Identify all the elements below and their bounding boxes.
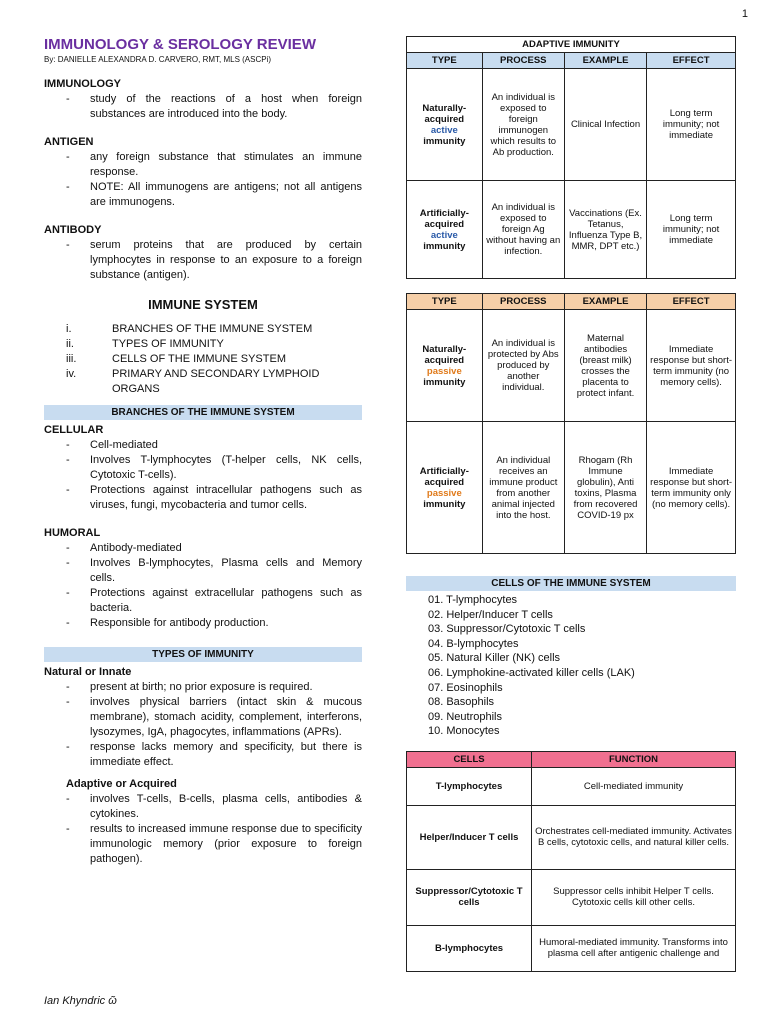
outline-numeral: iii. xyxy=(66,353,77,365)
example-cell: Clinical Infection xyxy=(564,69,646,181)
column-header: FUNCTION xyxy=(532,751,736,767)
table-row xyxy=(407,767,736,805)
natural-list xyxy=(44,680,362,770)
cellular-list xyxy=(44,438,362,513)
column-header: EFFECT xyxy=(647,294,736,310)
list-item: 01. T-lymphocytes xyxy=(428,594,518,606)
list-item: 06. Lymphokine-activated killer cells (LAK) xyxy=(428,666,635,679)
list-item: - study of the reactions of a host when foreign substances are introduced into the body. xyxy=(44,92,362,122)
types-band: TYPES OF IMMUNITY xyxy=(44,647,362,662)
effect-cell: Immediate response but short-term immunity only (no memory cells). xyxy=(647,422,736,554)
type-cell: Naturally-acquired passive immunity xyxy=(407,310,483,422)
table-row xyxy=(407,805,736,869)
example-cell: Maternal antibodies (breast milk) crosses the placenta to protect infant. xyxy=(564,310,646,422)
outline-numeral: ii. xyxy=(66,338,74,350)
list-item: 09. Neutrophils xyxy=(428,710,502,723)
list-item: - involves T-cells, B-cells, plasma cells, antibodies & cytokines. xyxy=(44,792,362,822)
immunology-heading: IMMUNOLOGY xyxy=(44,78,121,90)
column-header: EFFECT xyxy=(647,53,736,69)
antibody-heading: ANTIBODY xyxy=(44,224,102,236)
column-header: EXAMPLE xyxy=(564,53,646,69)
process-cell: An individual is exposed to foreign Ag without having an infection. xyxy=(482,181,564,279)
list-item: - involves physical barriers (intact skin & mucous membrane), stomach acidity, complement, interferons, lysozymes, IgA, phagocytes, inflammations (APRs). xyxy=(44,695,362,740)
example-cell: Rhogam (Rh Immune globulin), Anti toxins, Plasma from recovered COVID-19 px xyxy=(564,422,646,554)
page-title: IMMUNOLOGY & SEROLOGY REVIEW xyxy=(44,36,316,53)
outline-item xyxy=(44,322,362,337)
example-cell: Vaccinations (Ex. Tetanus, Influenza Type B, MMR, DPT etc.) xyxy=(564,181,646,279)
list-item: 07. Eosinophils xyxy=(428,681,503,694)
cellular-heading: CELLULAR xyxy=(44,424,104,436)
adaptive-heading: Adaptive or Acquired xyxy=(66,778,177,790)
cell-name: Helper/Inducer T cells xyxy=(407,805,532,869)
table-row xyxy=(407,422,736,554)
footer-signature: Ian Khyndric ῶ xyxy=(44,995,117,1007)
left-column xyxy=(44,36,362,881)
cell-name: Suppressor/Cytotoxic T cells xyxy=(407,869,532,925)
list-item: - response lacks memory and specificity, but there is immediate effect. xyxy=(44,740,362,770)
type-cell: Artificially-acquired active immunity xyxy=(407,181,483,279)
outline-numeral: iv. xyxy=(66,368,77,380)
table-caption: ADAPTIVE IMMUNITY xyxy=(407,37,736,53)
list-item: - any foreign substance that stimulates an immune response. xyxy=(44,150,362,180)
immune-system-outline xyxy=(44,322,362,397)
antigen-heading: ANTIGEN xyxy=(44,136,94,148)
list-item: - Protections against extracellular pathogens such as bacteria. xyxy=(44,586,362,616)
cell-function: Cell-mediated immunity xyxy=(532,767,736,805)
cell-name: B-lymphocytes xyxy=(407,925,532,971)
passive-immunity-table xyxy=(406,293,736,554)
cell-function: Orchestrates cell-mediated immunity. Activates B cells, cytotoxic cells, and natural killer cells. xyxy=(532,805,736,869)
list-item: 08. Basophils xyxy=(428,696,495,709)
list-item: - present at birth; no prior exposure is required. xyxy=(44,680,362,695)
outline-text: BRANCHES OF THE IMMUNE SYSTEM xyxy=(112,323,313,335)
list-item: - serum proteins that are produced by certain lymphocytes in response to an exposure to a foreign substance (antigen). xyxy=(44,238,362,283)
outline-numeral: i. xyxy=(66,323,72,335)
antibody-list xyxy=(44,238,362,283)
humoral-list xyxy=(44,541,362,631)
column-header: EXAMPLE xyxy=(564,294,646,310)
natural-heading: Natural or Innate xyxy=(44,666,132,678)
cell-function: Suppressor cells inhibit Helper T cells. Cytotoxic cells kill other cells. xyxy=(532,869,736,925)
cell-name: T-lymphocytes xyxy=(407,767,532,805)
column-header: TYPE xyxy=(407,294,483,310)
process-cell: An individual is protected by Abs produced by another individual. xyxy=(482,310,564,422)
table-row xyxy=(407,181,736,279)
list-item: - Cell-mediated xyxy=(44,438,362,453)
process-cell: An individual is exposed to foreign immunogen which results to Ab production. xyxy=(482,69,564,181)
outline-text: CELLS OF THE IMMUNE SYSTEM xyxy=(112,353,286,365)
outline-item xyxy=(44,337,362,352)
list-item: 02. Helper/Inducer T cells xyxy=(428,608,553,621)
process-cell: An individual receives an immune product from another animal injected into the host. xyxy=(482,422,564,554)
outline-item xyxy=(44,367,362,397)
byline: By: DANIELLE ALEXANDRA D. CARVERO, RMT, MLS (ASCPi) xyxy=(44,55,272,64)
branches-band: BRANCHES OF THE IMMUNE SYSTEM xyxy=(44,405,362,420)
column-header: TYPE xyxy=(407,53,483,69)
humoral-heading: HUMORAL xyxy=(44,527,101,539)
cells-list xyxy=(406,593,736,739)
column-header: PROCESS xyxy=(482,53,564,69)
cells-band: CELLS OF THE IMMUNE SYSTEM xyxy=(406,576,736,591)
table-row xyxy=(407,925,736,971)
outline-text: TYPES OF IMMUNITY xyxy=(112,338,224,350)
effect-cell: Long term immunity; not immediate xyxy=(647,69,736,181)
list-item: - Protections against intracellular pathogens such as viruses, fungi, mycobacteria and tumor cells. xyxy=(44,483,362,513)
list-item: 05. Natural Killer (NK) cells xyxy=(428,652,561,665)
type-cell: Artificially-acquired passive immunity xyxy=(407,422,483,554)
list-item: - Involves B-lymphocytes, Plasma cells and Memory cells. xyxy=(44,556,362,586)
effect-cell: Immediate response but short-term immunity (no memory cells). xyxy=(647,310,736,422)
list-item: - NOTE: All immunogens are antigens; not all antigens are immunogens. xyxy=(44,180,362,210)
table-row xyxy=(407,310,736,422)
immunology-list xyxy=(44,92,362,122)
cells-function-table xyxy=(406,751,736,972)
list-item: - Involves T-lymphocytes (T-helper cells, NK cells, Cytotoxic T-cells). xyxy=(44,453,362,483)
list-item: 04. B-lymphocytes xyxy=(428,637,519,650)
adaptive-list xyxy=(44,792,362,867)
antigen-list xyxy=(44,150,362,210)
outline-item xyxy=(44,352,362,367)
table-row xyxy=(407,869,736,925)
table-row xyxy=(407,69,736,181)
outline-text: PRIMARY AND SECONDARY LYMPHOID ORGANS xyxy=(112,368,320,395)
page-number: 1 xyxy=(741,8,748,20)
cell-function: Humoral-mediated immunity. Transforms into plasma cell after antigenic challenge and xyxy=(532,925,736,971)
column-header: CELLS xyxy=(407,751,532,767)
effect-cell: Long term immunity; not immediate xyxy=(647,181,736,279)
list-item: 03. Suppressor/Cytotoxic T cells xyxy=(428,623,586,636)
list-item: - Responsible for antibody production. xyxy=(44,616,362,631)
list-item: 10. Monocytes xyxy=(428,725,500,738)
right-column xyxy=(406,36,736,972)
list-item: - results to increased immune response due to specificity immunologic memory (prior exposure to foreign pathogen). xyxy=(44,822,362,867)
type-cell: Naturally-acquired active immunity xyxy=(407,69,483,181)
adaptive-immunity-table xyxy=(406,36,736,279)
column-header: PROCESS xyxy=(482,294,564,310)
list-item: - Antibody-mediated xyxy=(44,541,362,556)
immune-system-heading: IMMUNE SYSTEM xyxy=(148,297,258,312)
